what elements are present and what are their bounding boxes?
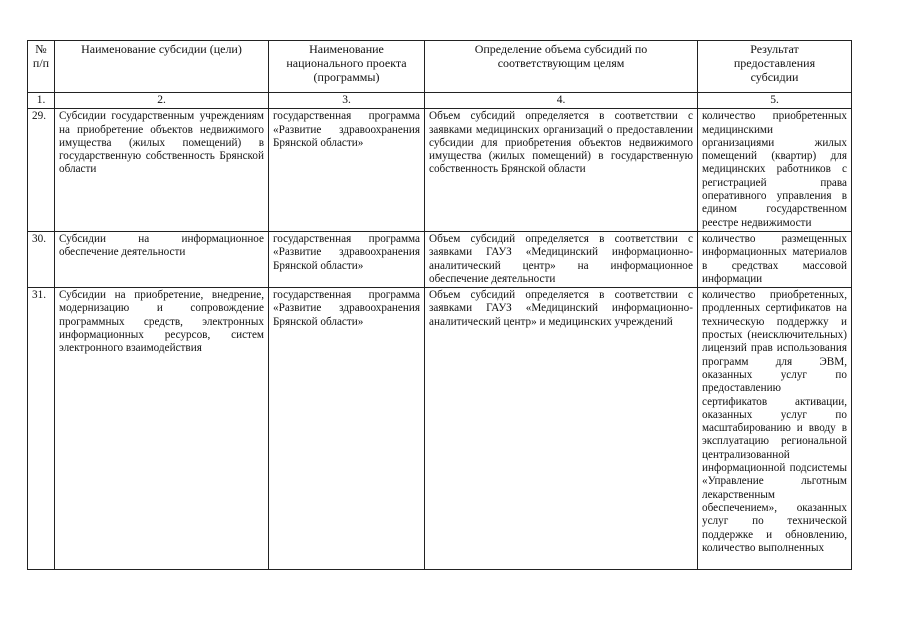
table-row bbox=[28, 109, 852, 232]
header-volume-definition: Определение объема субсидий по соответствующим целям bbox=[425, 41, 698, 93]
header-national-project: Наименование национального проекта (программы) bbox=[269, 41, 425, 93]
column-number: 4. bbox=[425, 93, 698, 109]
program-name: государственная программа «Развитие здравоохранения Брянской области» bbox=[269, 231, 425, 287]
column-number: 2. bbox=[55, 93, 269, 109]
row-number: 30. bbox=[28, 231, 55, 287]
subsidy-result: количество приобретенных, продленных сертификатов на техническую поддержку и простых (неисключительных) лицензий прав использования программ для ЭВМ, оказанных услуг по предоставлению сертификатов активации, оказанных услуг по масштабированию и вводу в эксплуатацию региональной централизованной информационной подсистемы «Управление льготным лекарственным обеспечением», оказанных услуг по технической поддержке и обновлению, количество выполненных bbox=[698, 288, 852, 570]
program-name: государственная программа «Развитие здравоохранения Брянской области» bbox=[269, 288, 425, 570]
header-subsidy-name: Наименование субсидии (цели) bbox=[55, 41, 269, 93]
column-number: 1. bbox=[28, 93, 55, 109]
subsidy-name: Субсидии на информационное обеспечение деятельности bbox=[55, 231, 269, 287]
subsidy-result: количество приобретенных медицинскими организациями жилых помещений (квартир) для медицинских работников с регистрацией права оперативного управления в едином государственном реестре недвижимости bbox=[698, 109, 852, 232]
column-number-row bbox=[28, 93, 852, 109]
subsidy-name: Субсидии на приобретение, внедрение, модернизацию и сопровождение программных средств, электронных информационных ресурсов, систем электронного взаимодействия bbox=[55, 288, 269, 570]
volume-definition: Объем субсидий определяется в соответствии с заявками ГАУЗ «Медицинский информационно-аналитический центр» и медицинских учреждений bbox=[425, 288, 698, 570]
subsidy-result: количество размещенных информационных материалов в средствах массовой информации bbox=[698, 231, 852, 287]
header-number: № п/п bbox=[28, 41, 55, 93]
subsidy-name: Субсидии государственным учреждениям на приобретение объектов недвижимого имущества (жилых помещений) в государственную собственность Брянской области bbox=[55, 109, 269, 232]
program-name: государственная программа «Развитие здравоохранения Брянской области» bbox=[269, 109, 425, 232]
subsidies-table bbox=[27, 40, 852, 570]
table-row bbox=[28, 288, 852, 570]
table-row bbox=[28, 231, 852, 287]
row-number: 29. bbox=[28, 109, 55, 232]
table-header-row bbox=[28, 41, 852, 93]
header-result: Результат предоставления субсидии bbox=[698, 41, 852, 93]
volume-definition: Объем субсидий определяется в соответствии с заявками медицинских организаций о предоставлении субсидии для приобретения объектов недвижимого имущества (жилых помещений) в государственную собственность Брянской области bbox=[425, 109, 698, 232]
volume-definition: Объем субсидий определяется в соответствии с заявками ГАУЗ «Медицинский информационно-аналитический центр» на информационное обеспечение деятельности bbox=[425, 231, 698, 287]
row-number: 31. bbox=[28, 288, 55, 570]
column-number: 3. bbox=[269, 93, 425, 109]
column-number: 5. bbox=[698, 93, 852, 109]
